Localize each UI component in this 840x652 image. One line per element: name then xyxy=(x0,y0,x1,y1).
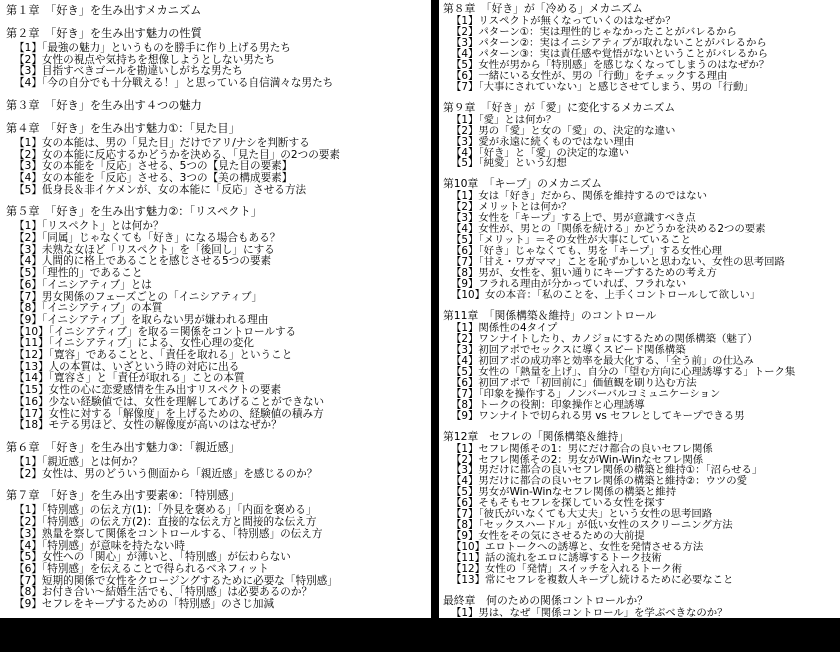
list-item: 【1】関係性の4タイプ xyxy=(451,321,558,334)
chapter-item-list xyxy=(6,505,431,610)
list-item: 【1】「リスペクト」とは何か？ xyxy=(14,220,164,233)
list-item: 【4】「今の自分でも十分戦える！」と思っている自信満々な男たち xyxy=(14,77,334,90)
right-page xyxy=(439,0,840,652)
chapter-item-list xyxy=(443,16,840,93)
list-item: 【6】「イニシアティブ」とは xyxy=(14,278,152,291)
list-item: 【5】「純愛」という幻想 xyxy=(451,157,567,170)
list-item: 【9】女性をその気にさせるための大前提 xyxy=(451,530,645,543)
chapter-title: 第４章 「好き」を生み出す魅力①：「見た目」 xyxy=(6,121,240,135)
list-item: 【1】セフレ関係その1：男にだけ都合の良いセフレ関係 xyxy=(451,442,713,455)
list-item: 【3】カノジョや奥さんと「幸せ」になる唯一の方法 xyxy=(451,628,696,641)
list-item: 【11】「イニシアティブ」による、女性心理の変化 xyxy=(14,337,254,350)
list-item: 【16】少ない経験値では、女性を理解してあげることができない xyxy=(14,395,325,408)
list-item: 【2】「特別感」の伝え方(2)：直接的な伝え方と間接的な伝え方 xyxy=(14,516,317,529)
list-item: 【2】セフレ関係その2：男女がWin-Winなセフレ関係 xyxy=(451,453,704,466)
list-item: 【5】男女がWin-Winなセフレ関係の構築と維持 xyxy=(451,486,677,499)
list-item: 【5】低身長＆非イケメンが、女の本能に「反応」させる方法 xyxy=(14,183,307,196)
chapter-section xyxy=(443,309,840,422)
list-item: 【2】メリットとは何か？ xyxy=(451,201,572,214)
chapter-section xyxy=(6,489,431,610)
list-item: 【2】ワンナイトしたり、カノジョにするための関係構築（魅了） xyxy=(451,332,758,345)
chapter-item-list xyxy=(6,43,431,90)
list-item: 【9】フラれる理由が分かっていれば、フラれない xyxy=(451,278,687,291)
chapter-item-list xyxy=(443,115,840,170)
list-item: 【3】女の本能を「反応」させる、5つの【見た目の要素】 xyxy=(14,160,293,173)
list-item: 【10】「イニシアティブ」を取る＝関係をコントロールする xyxy=(14,325,297,338)
chapter-item-list xyxy=(6,138,431,197)
list-item: 【13】常にセフレを複数人キープし続けるために必要なこと xyxy=(451,573,734,586)
chapter-title: 第２章 「好き」を生み出す魅力の性質 xyxy=(6,27,202,40)
list-item: 【6】そもそもセフレを探している女性を探す xyxy=(451,497,666,510)
list-item: 【3】未熟な女ほど「リスペクト」を「後回し」にする xyxy=(14,243,275,256)
list-item: 【2】パターン①：実は理性的じゃなかったことがバレるから xyxy=(451,25,737,38)
list-item: 【8】「イニシアティブ」の本質 xyxy=(14,302,163,315)
list-item: 【3】愛が永遠に続くものではない理由 xyxy=(451,135,635,148)
chapter-section xyxy=(6,27,431,90)
list-item: 【1】女の本能は、男の「見た目」だけでアリ/ナシを判断する xyxy=(14,136,310,149)
list-item: 【5】「メリット」＝その女性が大事にしていること xyxy=(451,234,691,247)
list-item: 【8】トークの役割：印象操作と心理誘導 xyxy=(451,398,645,411)
list-item: 【8】男が、女性を、狙い通りにキープするための考え方 xyxy=(451,267,717,280)
list-item: 【7】「甘え・ワガママ」ことを恥ずかしいと思わない、女性の思考回路 xyxy=(451,256,785,269)
list-item: 【3】熟量を察して関係をコントロールする、「特別感」の伝え方 xyxy=(14,527,323,540)
list-item: 【15】女性の心に恋愛感情を生み出すリスペクトの要素 xyxy=(14,384,282,397)
list-item: 【1】「愛」とは何か？ xyxy=(451,113,557,126)
chapter-section xyxy=(6,4,431,18)
list-item: 【3】目指すべきゴールを勘違いしがちな男たち xyxy=(14,65,243,78)
chapter-title: 第11章 「関係構築＆維持」のコントロール xyxy=(443,308,657,322)
chapter-section xyxy=(443,594,840,652)
chapter-section xyxy=(6,122,431,197)
list-item: 【4】初回アポの成功率と効率を最大化する、「全う前」の仕込み xyxy=(451,354,754,367)
chapter-item-list xyxy=(443,323,840,422)
list-item: 【4】パターン③：実は責任感や覚悟がないということがバレるから xyxy=(451,47,769,60)
chapter-section xyxy=(6,205,431,432)
chapter-title: 第８章 「好き」が「冷める」メカニズム xyxy=(443,2,643,15)
chapter-title: 第５章 「好き」を生み出す魅力②：「リスペクト」 xyxy=(6,205,262,219)
chapter-section xyxy=(6,99,431,113)
chapter-title: 第６章 「好き」を生み出す魅力③：「親近感」 xyxy=(6,440,240,454)
list-item: 【2】「同属」じゃなくても「好き」になる場合もある？ xyxy=(14,232,281,245)
list-item: 【4】「好き」と「愛」の決定的な違い xyxy=(451,146,630,159)
list-item: 【5】「理性的」であること xyxy=(14,267,143,280)
list-item: 【4】女の本能を「反応」させる、3つの【美の構成要素】 xyxy=(14,171,293,184)
list-item: 【7】「彼氏がいなくても大丈夫」という女性の思考回路 xyxy=(451,508,713,521)
list-item: 【9】セフレをキープするための「特別感」のさじ加減 xyxy=(14,598,275,611)
list-item: 【17】女性に対する「解像度」を上げるための、経験値の積み方 xyxy=(14,407,324,420)
chapter-item-list xyxy=(443,444,840,586)
list-item: 【7】男女関係のフェーズごとの「イニシアティブ」 xyxy=(14,290,263,303)
list-item: 【4】「特別感」が意味を持たない時 xyxy=(14,539,185,552)
list-item: 【6】「特別感」を伝えることで得られるベネフィット xyxy=(14,562,269,575)
list-item: 【2】女性は、男のどういう側面から「親近感」を感じるのか？ xyxy=(14,467,318,480)
list-item: 【8】お付き合い〜結婚生活でも、「特別感」は必要あるのか？ xyxy=(14,586,313,599)
list-item: 【6】初回アポで「初回前に」価値観を刷り込む方法 xyxy=(451,376,697,389)
list-item: 【3】パターン②：実はイニシアティブが取れないことがバレるから xyxy=(451,36,767,49)
list-item: 【14】「寛容さ」と「責任が取れる」ことの本質 xyxy=(14,372,245,385)
chapter-section xyxy=(443,177,840,301)
chapter-title: 第12章 セフレの「関係構築＆維持」 xyxy=(443,429,630,443)
list-item: 【18】モテる男ほど、女性の解像度が高いのはなぜか？ xyxy=(14,419,282,432)
list-item: 【1】「最強の魅力」というものを勝手に作り上げる男たち xyxy=(14,42,291,54)
list-item: 【7】「大事にされていない」と感じさせてしまう、男の「行動」 xyxy=(451,80,754,93)
list-item: 【5】女性の「熱量を上げ」、自分の「望む方向に心理誘導する」トーク集 xyxy=(451,365,796,378)
list-item: 【13】人の本質は、いざという時の対応に出る xyxy=(14,360,240,373)
list-item: 【12】女性の「発情」スイッチを入れるトーク術 xyxy=(451,563,683,576)
chapter-item-list xyxy=(6,457,431,480)
list-item: 【1】女は「好き」だから、関係を維持するのではない xyxy=(451,190,707,203)
list-item: 【6】「好き」じゃなくても、男を「キープ」する女性心理 xyxy=(451,245,723,258)
list-item: 【10】女の本音：「私のことを、上手くコントロールして欲しい」 xyxy=(451,289,761,302)
list-item: 【7】「印象を操作する」ノンバーバルコミュニケーション xyxy=(451,387,721,400)
list-item: 【2】女の本能に反応するかどうかを決める、「見た目」の2つの要素 xyxy=(14,148,340,161)
chapter-title: 第７章 「好き」を生み出す要素④：「特別感」 xyxy=(6,489,240,503)
list-item: 【3】男だけに都合の良いセフレ関係の構築と維持①：「沼らせる」 xyxy=(451,464,763,477)
list-item: 【3】初回アポでセックスに導くスピード関係構築 xyxy=(451,343,686,356)
list-item: 【4】女性が、男との「関係を続ける」かどうかを決める2つの要素 xyxy=(451,223,766,236)
list-item: 【10】エロトークへの誘導と、女性を発情させる方法 xyxy=(451,541,704,554)
chapter-item-list xyxy=(6,221,431,432)
list-item: 【1】「親近感」とは何か？ xyxy=(14,455,143,468)
list-item: 【5】女性への「関心」が薄いと、「特別感」が伝わらない xyxy=(14,551,291,564)
list-item: 【11】話の流れをエロに誘導するトーク技術 xyxy=(451,552,662,565)
list-item: 【4】男だけに都合の良いセフレ関係の構築と維持②：ウツの愛 xyxy=(451,475,748,488)
chapter-section xyxy=(443,2,840,93)
chapter-section xyxy=(6,441,431,480)
list-item: 【12】「寛容」であることと、「責任を取れる」ということ xyxy=(14,349,293,362)
list-item: 【4】人間的に格上であることを感じさせる5つの要素 xyxy=(14,255,272,268)
chapter-section xyxy=(443,101,840,170)
list-item: 【9】「イニシアティブ」を取らない男が嫌われる理由 xyxy=(14,313,269,326)
list-item: 【2】「カノジョ」や「結婚」で幸せになれるのか？ xyxy=(451,617,691,630)
list-item: 【1】男は、なぜ「関係コントロール」を学ぶべきなのか？ xyxy=(451,606,728,619)
chapter-item-list xyxy=(443,608,840,652)
list-item: 【4】女性を幸せにし、自分も幸せになるための考え方 xyxy=(451,639,707,652)
chapter-title: 第10章 「キープ」のメカニズム xyxy=(443,177,602,191)
list-item: 【9】ワンナイトで切られる男 vs セフレとしてキープできる男 xyxy=(451,409,745,422)
list-item: 【3】女性を「キープ」する上で、男が意識すべき点 xyxy=(451,212,696,225)
list-item: 【8】「セックスハードル」が低い女性のスクリーニング方法 xyxy=(451,519,733,532)
chapter-title: 第９章 「好き」が「愛」に変化するメカニズム xyxy=(443,100,676,114)
list-item: 【7】短期的関係で女性をクロージングするために必要な「特別感」 xyxy=(14,574,338,587)
chapter-item-list xyxy=(443,191,840,301)
chapter-title: 第１章 「好き」を生み出すメカニズム xyxy=(6,4,202,17)
chapter-section xyxy=(443,430,840,586)
list-item: 【1】「特別感」の伝え方(1)：「外見を褒める」「内面を褒める」 xyxy=(14,504,317,517)
list-item: 【6】一緒にいる女性が、男の「行動」をチェックする理由 xyxy=(451,69,728,82)
list-item: 【5】女性が男から「特別感」を感じなくなってしまうのはなぜか？ xyxy=(451,58,770,71)
chapter-title: 最終章 何のための関係コントロールか？ xyxy=(443,593,648,607)
list-item: 【2】男の「愛」と女の「愛」の、決定的な違い xyxy=(451,124,676,137)
left-page xyxy=(0,0,431,618)
list-item: 【1】リスペクトが無くなっていくのはなぜか？ xyxy=(451,15,676,27)
list-item: 【2】女性の視点や気持ちを想像しようとしない男たち xyxy=(14,53,275,66)
chapter-title: 第３章 「好き」を生み出す４つの魅力 xyxy=(6,98,202,112)
